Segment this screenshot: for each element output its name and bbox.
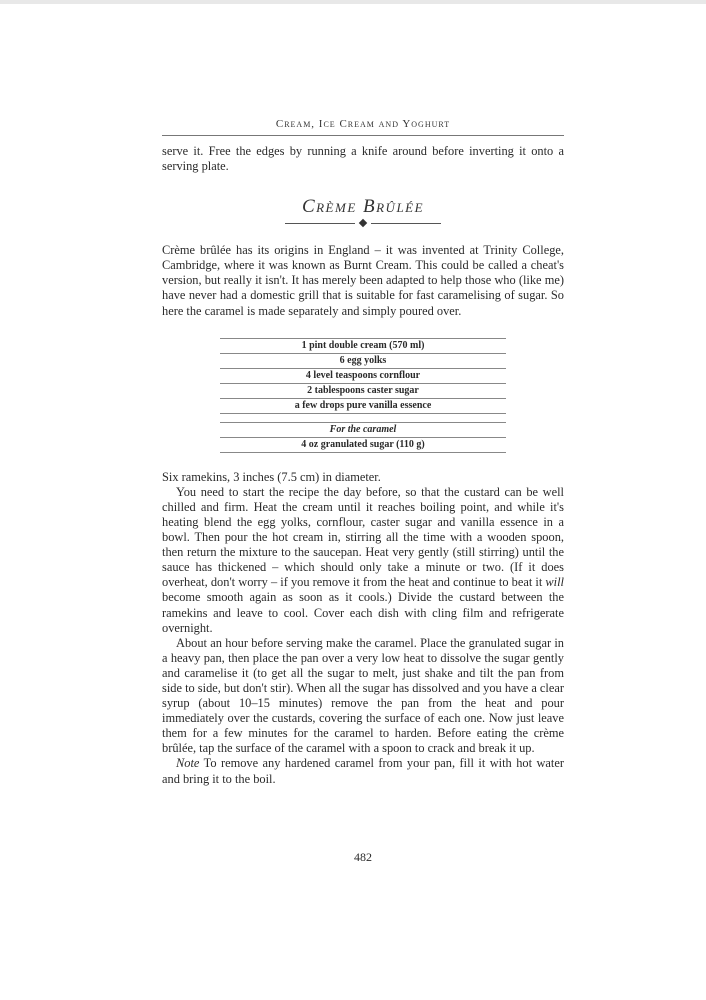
note-label: Note [176, 756, 200, 771]
method-paragraph-2: About an hour before serving make the caramel. Place the granulated sugar in a heavy pan, then place the pan over a very low heat to dissolve the sugar gently and caramelise it (to get all the sugar to melt, just shake and tilt the pan from side to side, but don't stir). When all the sugar has dissolved and you have a clear syrup (about 10–15 minutes) remove the pan from the heat and pour immediately over the custards, covering the surface of each one. Now just leave them for a few minutes for the caramel to harden. Before eating the crème brûlée, tap the surface of the caramel with a spoon to crack and break it up. [162, 635, 564, 756]
ingredients-table [220, 338, 506, 453]
ingredient: 4 level teaspoons cornflour [220, 368, 506, 383]
emphasis-will: will [545, 575, 564, 590]
caramel-ingredient: 4 oz granulated sugar (110 g) [220, 437, 506, 452]
note-paragraph: Note To remove any hardened caramel from your pan, fill it with hot water and bring it to the boil. [162, 756, 564, 786]
recipe-title: Crème Brûlée [301, 196, 425, 218]
book-page [162, 115, 564, 864]
ingredient-row [220, 383, 506, 398]
ingredient-row [220, 368, 506, 383]
ingredient: a few drops pure vanilla essence [220, 398, 506, 413]
ingredient: 2 tablespoons caster sugar [220, 383, 506, 398]
title-ornament [162, 220, 564, 226]
running-head: Cream, Ice Cream and Yoghurt [275, 118, 451, 130]
ingredient: 1 pint double cream (570 ml) [220, 338, 506, 353]
diamond-icon [359, 219, 367, 227]
equipment-line: Six ramekins, 3 inches (7.5 cm) in diameter. [162, 469, 381, 484]
ornament-line-right [371, 223, 441, 224]
ornament-line-left [285, 223, 355, 224]
header-rule [162, 135, 564, 136]
ingredient: 6 egg yolks [220, 353, 506, 368]
ingredient-row [220, 437, 506, 452]
caramel-heading-row [220, 422, 506, 437]
method-paragraph-1: You need to start the recipe the day before, so that the custard can be well chilled and firm. Heat the cream until it reaches boiling point, and while it's heating blend the egg yolks, cornflour, caster sugar and vanilla essence in a bowl. Then pour the hot cream in, stirring all the time with a wooden spoon, then return the mixture to the saucepan. Heat very gently (still stirring) until the sauce has thickened – which should only take a minute or two. (If it does overheat, don't worry – if you remove it from the heat and continue to beat it will become smooth again as soon as it cools.) Divide the custard between the ramekins and leave to cool. Cover each dish with cling film and refrigerate overnight. [162, 484, 564, 635]
continuation-text: serve it. Free the edges by running a knife around before inverting it onto a serving plate. [162, 144, 564, 174]
caramel-heading: For the caramel [220, 422, 506, 437]
recipe-title-block [162, 196, 564, 226]
ingredient-row [220, 353, 506, 368]
viewer-top-bar [0, 0, 706, 4]
intro-paragraph: Crème brûlée has its origins in England – it was invented at Trinity College, Cambridge, where it was known as Burnt Cream. This could be called a cheat's version, but really it isn't. It has merely been adapted to help those who (like me) have never had a domestic grill that is suitable for fast caramelising of sugar. So here the caramel is made separately and simply poured over. [162, 243, 564, 318]
page-number: 482 [354, 850, 372, 864]
ingredient-row [220, 338, 506, 353]
table-spacer [220, 413, 506, 422]
ingredient-row [220, 398, 506, 413]
